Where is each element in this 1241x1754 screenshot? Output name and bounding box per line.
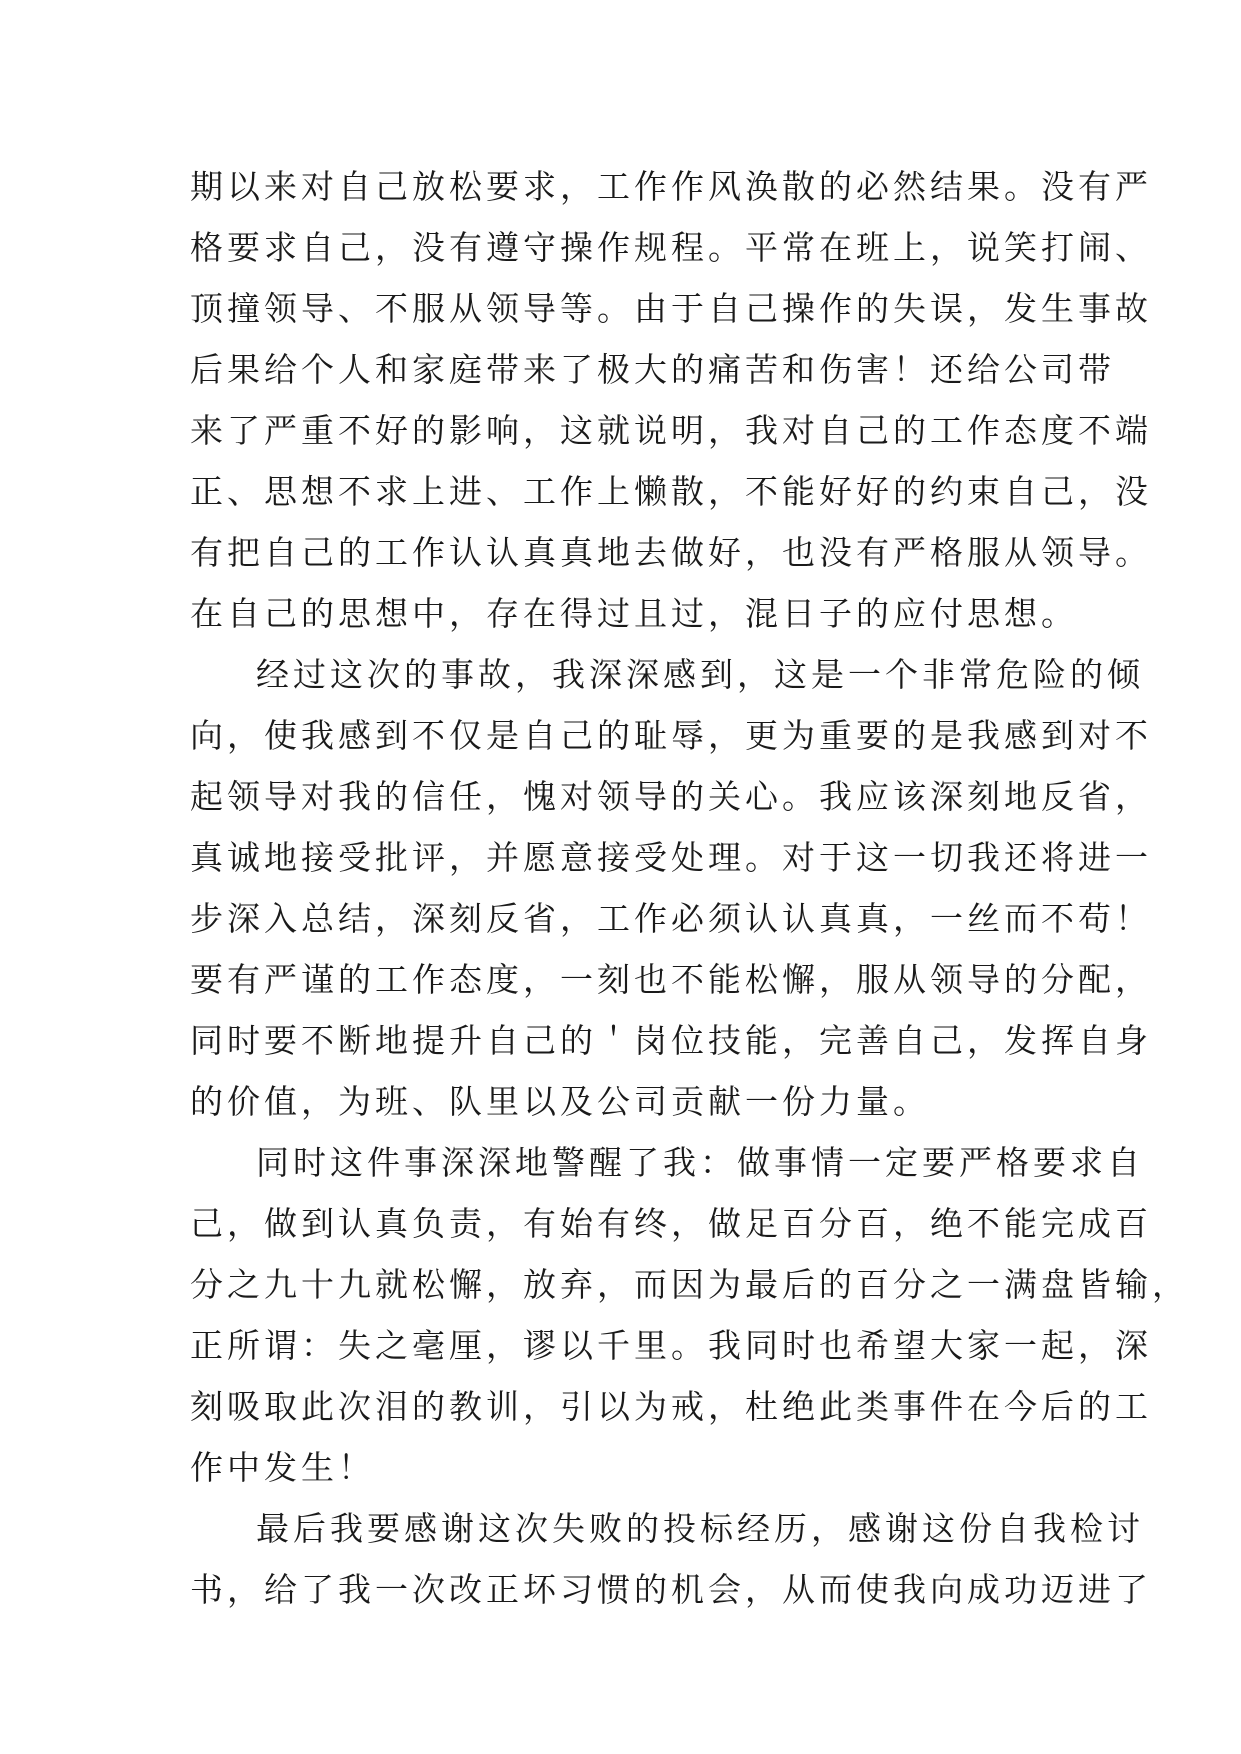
text-line: 真诚地接受批评，并愿意接受处理。对于这一切我还将进一: [190, 838, 1152, 877]
text-line: 同时要不断地提升自己的＇岗位技能，完善自己，发挥自身: [190, 1021, 1152, 1060]
text-line: 有把自己的工作认认真真地去做好，也没有严格服从领导。: [190, 533, 1152, 572]
text-line: 正、思想不求上进、工作上懒散，不能好好的约束自己，没: [190, 472, 1152, 511]
text-line: 起领导对我的信任，愧对领导的关心。我应该深刻地反省，: [190, 777, 1152, 816]
text-line: 经过这次的事故，我深深感到，这是一个非常危险的倾: [256, 655, 1144, 694]
paragraph-4: [190, 1498, 1152, 1620]
text-line: 分之九十九就松懈，放弃，而因为最后的百分之一满盘皆输，: [190, 1265, 1189, 1304]
text-line: 同时这件事深深地警醒了我：做事情一定要严格要求自: [256, 1143, 1144, 1182]
paragraph-3: [190, 1132, 1189, 1498]
text-line: 的价值，为班、队里以及公司贡献一份力量。: [190, 1082, 930, 1121]
text-line: 来了严重不好的影响，这就说明，我对自己的工作态度不端: [190, 411, 1152, 450]
text-line: 刻吸取此次泪的教训，引以为戒，杜绝此类事件在今后的工: [190, 1387, 1152, 1426]
text-line: 最后我要感谢这次失败的投标经历，感谢这份自我检讨: [256, 1509, 1144, 1548]
text-line: 步深入总结，深刻反省，工作必须认认真真，一丝而不苟！: [190, 899, 1152, 938]
text-line: 作中发生！: [190, 1448, 375, 1487]
text-line: 后果给个人和家庭带来了极大的痛苦和伤害！还给公司带: [190, 350, 1115, 389]
text-line: 书，给了我一次改正坏习惯的机会，从而使我向成功迈进了: [190, 1570, 1152, 1609]
text-line: 己，做到认真负责，有始有终，做足百分百，绝不能完成百: [190, 1204, 1152, 1243]
paragraph-2: [190, 644, 1152, 1132]
text-line: 顶撞领导、不服从领导等。由于自己操作的失误，发生事故: [190, 289, 1152, 328]
paragraph-1: [190, 156, 1152, 644]
text-line: 向，使我感到不仅是自己的耻辱，更为重要的是我感到对不: [190, 716, 1152, 755]
text-line: 期以来对自己放松要求，工作作风涣散的必然结果。没有严: [190, 167, 1152, 206]
text-line: 在自己的思想中，存在得过且过，混日子的应付思想。: [190, 594, 1078, 633]
text-line: 正所谓：失之毫厘，谬以千里。我同时也希望大家一起，深: [190, 1326, 1152, 1365]
text-line: 格要求自己，没有遵守操作规程。平常在班上，说笑打闹、: [190, 228, 1152, 267]
document-body: [190, 156, 1189, 1620]
text-line: 要有严谨的工作态度，一刻也不能松懈，服从领导的分配，: [190, 960, 1152, 999]
